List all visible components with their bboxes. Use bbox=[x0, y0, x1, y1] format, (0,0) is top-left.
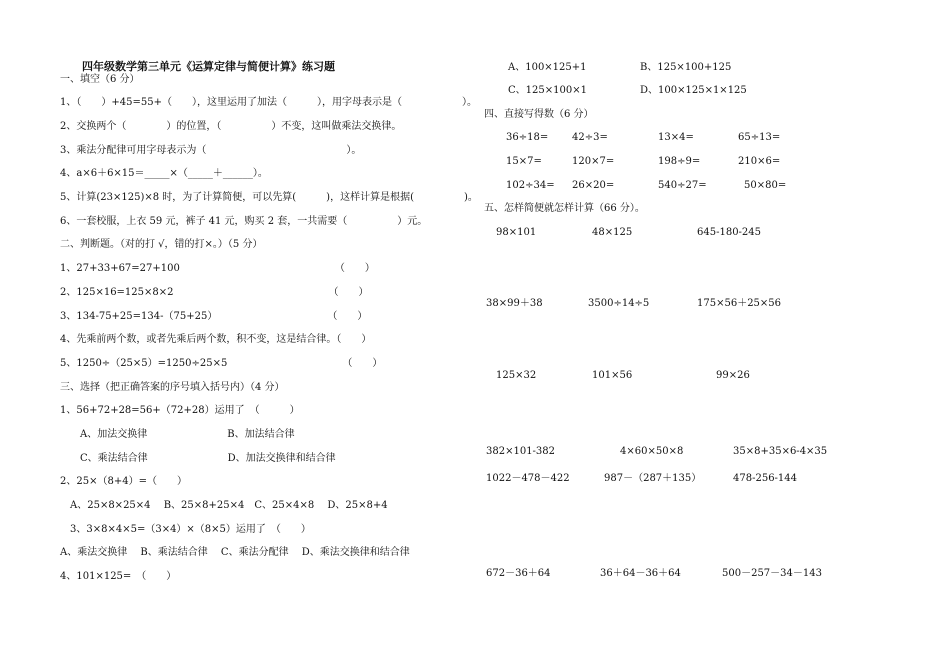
question-line: 3、134-75+25=134-（75+25） （ ） bbox=[60, 311, 368, 322]
question-line: A、乘法交换律 B、乘法结合律 C、乘法分配律 D、乘法交换律和结合律 bbox=[60, 547, 410, 558]
expression-item: 1022－478－422 bbox=[486, 473, 570, 484]
expression-item: 38×99＋38 bbox=[486, 298, 543, 309]
expression-item: 36＋64－36＋64 bbox=[600, 568, 681, 579]
question-line: 2、125×16=125×8×2 （ ） bbox=[60, 287, 369, 298]
question-line: 2、交换两个（ ）的位置，（ ）不变，这叫做乘法交换律。 bbox=[60, 121, 402, 132]
calc-item: 50×80= bbox=[744, 180, 787, 191]
expression-item: 101×56 bbox=[592, 370, 633, 381]
calc-item: 540÷27= bbox=[658, 180, 707, 191]
expression-item: 175×56＋25×56 bbox=[697, 298, 782, 309]
question-line: 2、25×（8+4）=（ ） bbox=[60, 476, 187, 487]
section-heading: 四、直接写得数（6 分） bbox=[484, 109, 594, 120]
calc-item: 36÷18= bbox=[506, 132, 549, 143]
expression-item: 478-256-144 bbox=[733, 473, 798, 484]
expression-item: 99×26 bbox=[716, 370, 750, 381]
expression-item: 672－36＋64 bbox=[486, 568, 551, 579]
question-line: 1、（ ）+45=55+（ ），这里运用了加法（ ），用字母表示是（ ）。 bbox=[60, 97, 477, 108]
calc-item: 102÷34= bbox=[506, 180, 555, 191]
question-line: 3、3×8×4×5=（3×4）×（8×5）运用了 （ ） bbox=[60, 524, 311, 535]
section-heading: 五、怎样简便就怎样计算（66 分）。 bbox=[484, 203, 645, 214]
expression-item: 3500÷14÷5 bbox=[588, 298, 650, 309]
choice-option: C、125×100×1 bbox=[508, 85, 587, 96]
question-line: 5、1250÷（25×5）=1250÷25×5 （ ） bbox=[60, 358, 383, 369]
calc-item: 15×7= bbox=[506, 156, 542, 167]
question-line: A、25×8×25×4 B、25×8+25×4 C、25×4×8 D、25×8+4 bbox=[60, 500, 388, 511]
choice-option: A、100×125+1 bbox=[508, 62, 587, 73]
expression-item: 382×101-382 bbox=[486, 446, 556, 457]
question-line: 1、56+72+28=56+（72+28）运用了 （ ） bbox=[60, 405, 300, 416]
question-line: 一、填空（6 分） bbox=[60, 74, 140, 85]
calc-item: 13×4= bbox=[658, 132, 694, 143]
question-line: 二、判断题。（对的打 √，错的打×。）（5 分） bbox=[60, 239, 263, 250]
expression-item: 987－（287＋135） bbox=[604, 473, 702, 484]
expression-item: 98×101 bbox=[496, 227, 537, 238]
question-line: 6、一套校服，上衣 59 元，裤子 41 元，购买 2 套，一共需要（ ）元。 bbox=[60, 216, 428, 227]
calc-item: 210×6= bbox=[738, 156, 781, 167]
question-line: 4、先乘前两个数，或者先乘后两个数，积不变，这是结合律。（ ） bbox=[60, 334, 372, 345]
expression-item: 645-180-245 bbox=[697, 227, 762, 238]
question-line: 4、101×125= （ ） bbox=[60, 571, 177, 582]
question-line: 3、乘法分配律可用字母表示为（ ）。 bbox=[60, 145, 362, 156]
page-title: 四年级数学第三单元《运算定律与简便计算》练习题 bbox=[82, 60, 335, 73]
question-line: 1、27+33+67=27+100 （ ） bbox=[60, 263, 375, 274]
calc-item: 120×7= bbox=[572, 156, 615, 167]
expression-item: 4×60×50×8 bbox=[620, 446, 684, 457]
calc-item: 42÷3= bbox=[572, 132, 608, 143]
question-line: A、加法交换律 B、加法结合律 bbox=[60, 429, 295, 440]
calc-item: 26×20= bbox=[572, 180, 615, 191]
expression-item: 35×8+35×6-4×35 bbox=[733, 446, 828, 457]
question-line: 5、计算(23×125)×8 时，为了计算简便，可以先算( )，这样计算是根据( )。 bbox=[60, 192, 478, 203]
calc-item: 65÷13= bbox=[738, 132, 781, 143]
expression-item: 125×32 bbox=[496, 370, 537, 381]
expression-item: 48×125 bbox=[592, 227, 633, 238]
question-line: 4、a×6＋6×15＝_____×（_____＋______）。 bbox=[60, 168, 268, 179]
calc-item: 198÷9= bbox=[658, 156, 701, 167]
choice-option: D、100×125×1×125 bbox=[640, 85, 747, 96]
expression-item: 500－257－34－143 bbox=[722, 568, 822, 579]
question-line: 三、选择（把正确答案的序号填入括号内）（4 分） bbox=[60, 382, 285, 393]
choice-option: B、125×100+125 bbox=[640, 62, 732, 73]
question-line: C、乘法结合律 D、加法交换律和结合律 bbox=[60, 453, 336, 464]
